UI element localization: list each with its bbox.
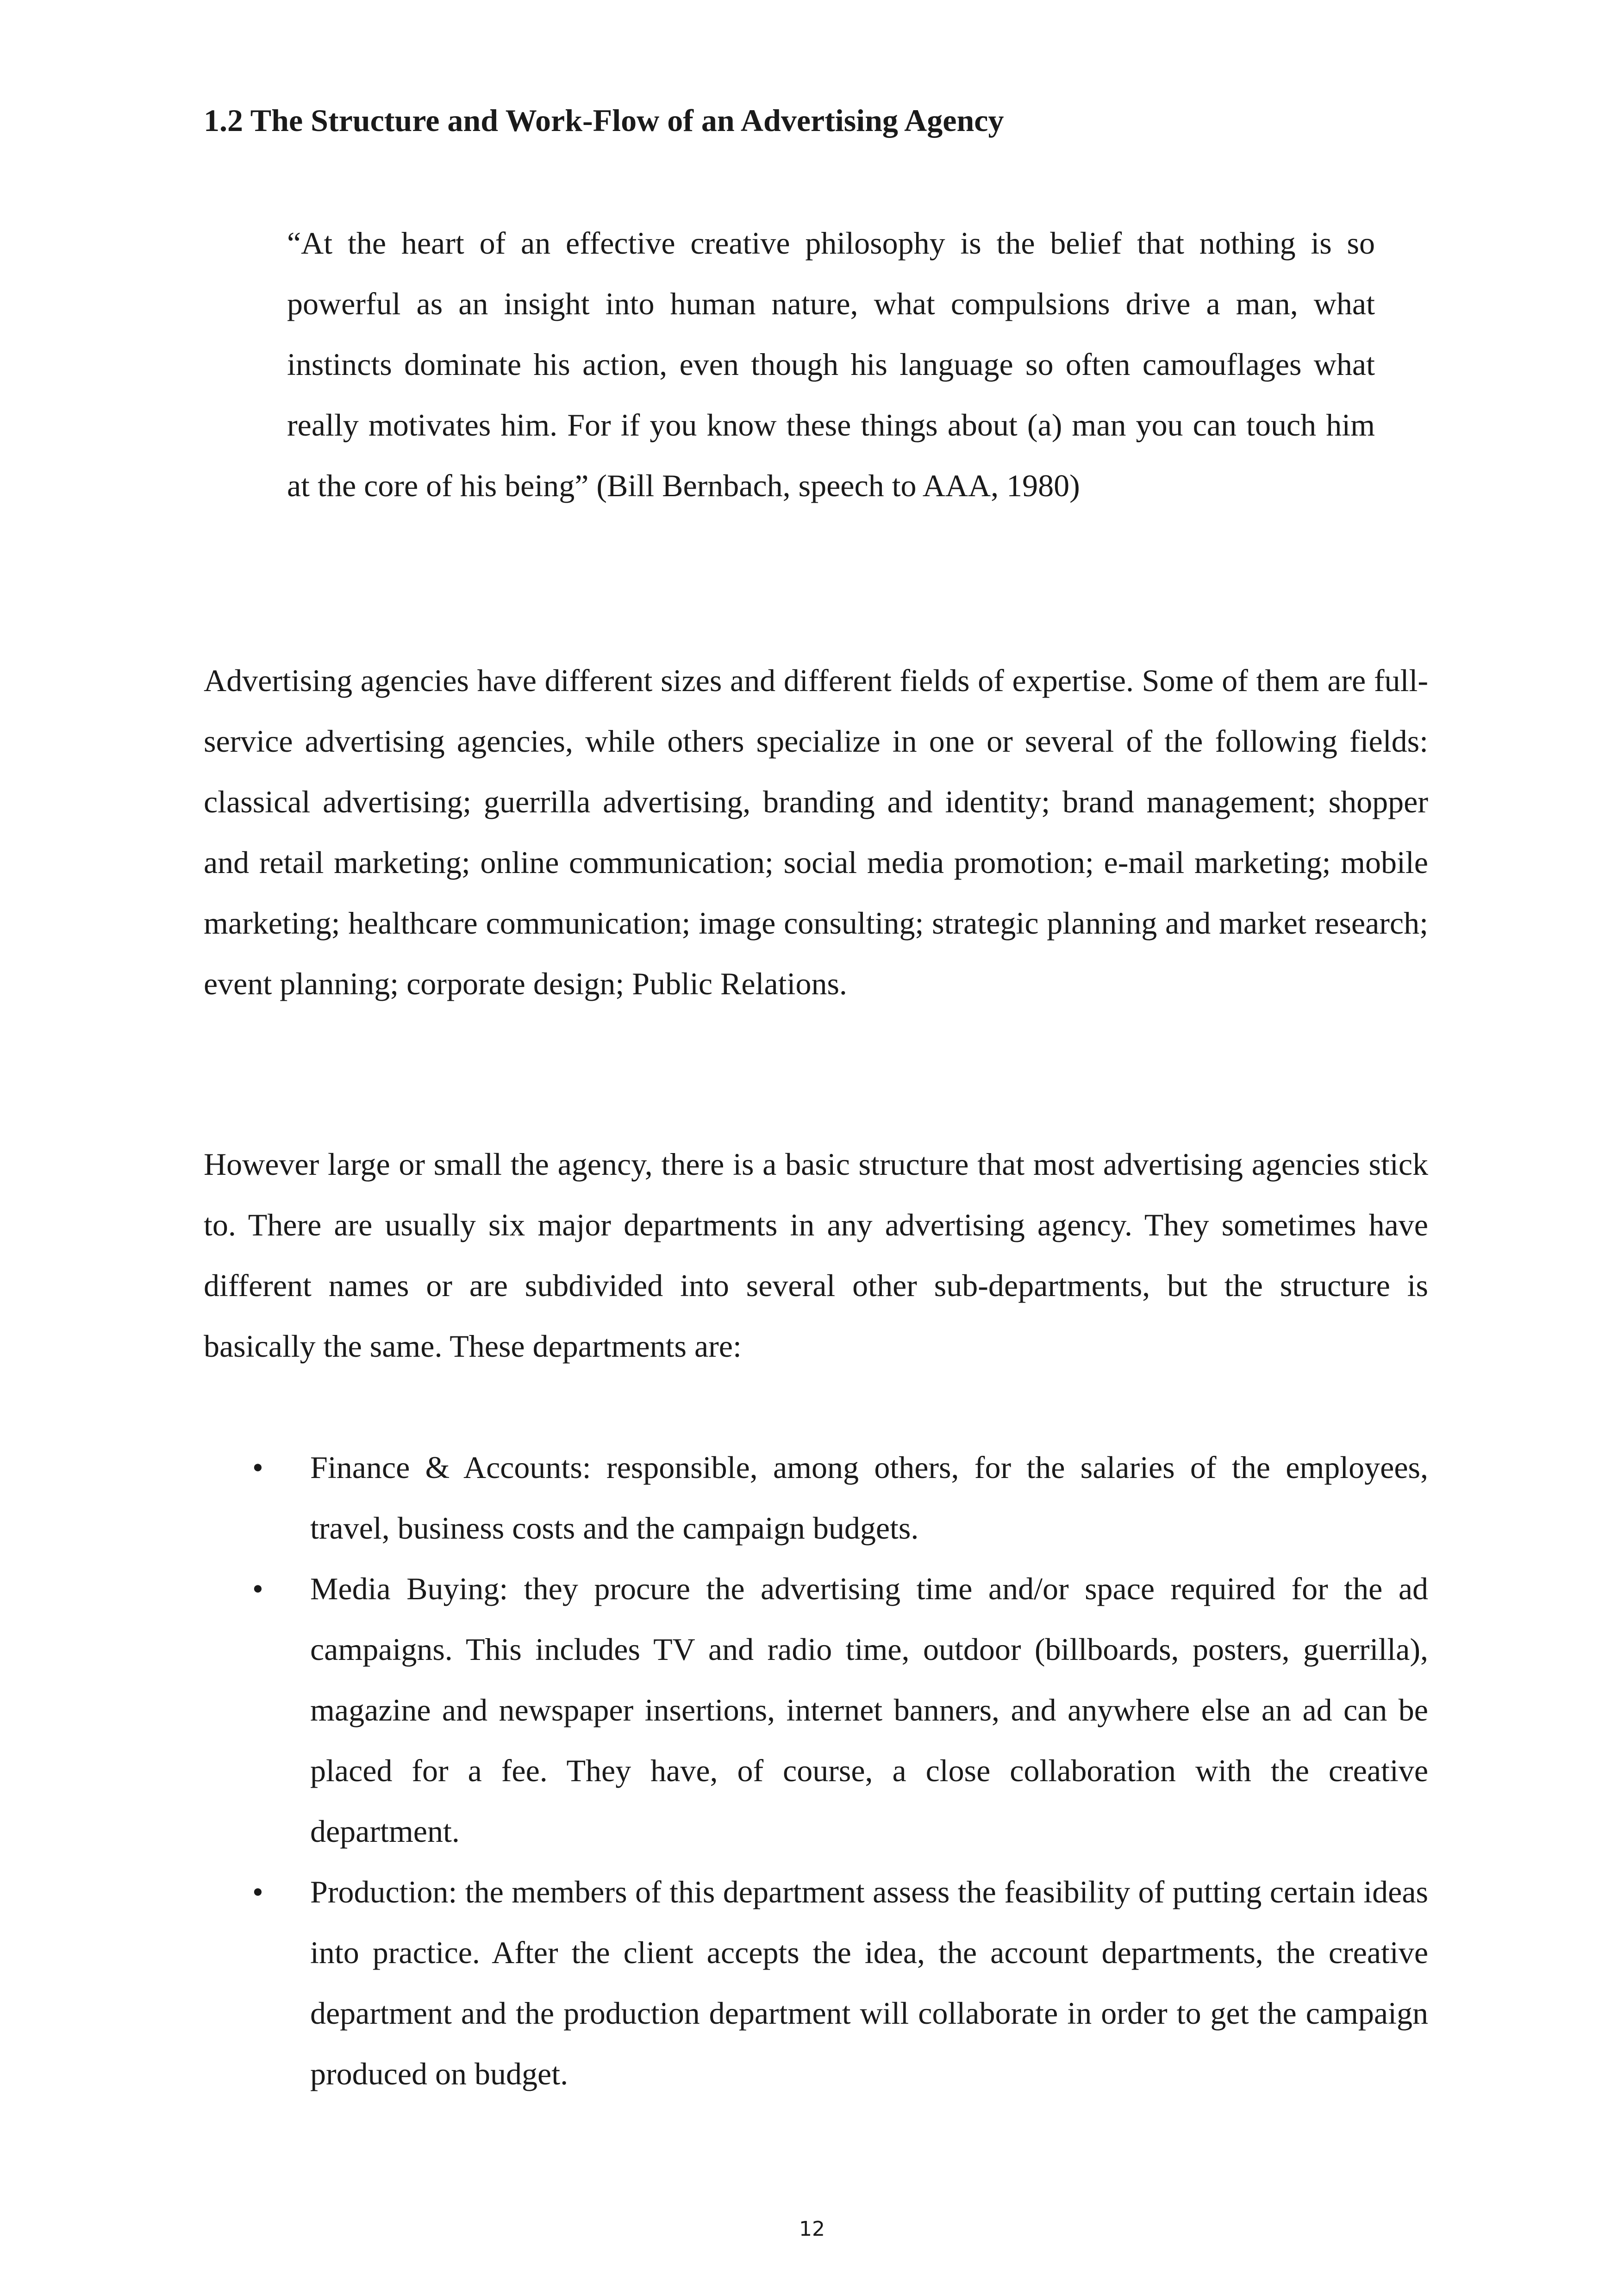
body-paragraph: Advertising agencies have different sizes and different fields of expertise. Some of them are full-service advertising agencies, while others specialize in one or several of the following fields: classical advertising; guerrilla advertising, branding and identity; brand management; shopper and retail marketing; online communication; social media promotion; e-mail marketing; mobile marketing; healthcare communication; image consulting; strategic planning and market research; event planning; corporate design; Public Relations. xyxy=(204,663,1428,1001)
bullet-marker: • xyxy=(252,1450,263,1485)
bullet-marker: • xyxy=(252,1571,263,1606)
list-item xyxy=(204,1559,1428,1862)
list-item-text: Production: the members of this department assess the feasibility of putting certain ideas into practice. After the client accepts the idea, the account departments, the creative department and the production department will collaborate in order to get the campaign produced on budget. xyxy=(310,1874,1428,2091)
list-item-text: Finance & Accounts: responsible, among others, for the salaries of the employees, travel, business costs and the campaign budgets. xyxy=(310,1450,1428,1546)
block-quote: “At the heart of an effective creative philosophy is the belief that nothing is so powerful as an insight into human nature, what compulsions drive a man, what instincts dominate his action, even though his language so often camouflages what really motivates him. For if you know these things about (a) man you can touch him at the core of his being” (Bill Bernbach, speech to AAA, 1980) xyxy=(287,225,1375,503)
page-number: 12 xyxy=(799,2217,825,2241)
body-paragraph: However large or small the agency, there is a basic structure that most advertising agencies stick to. There are usually six major departments in any advertising agency. They sometimes have different names or are subdivided into several other sub-departments, but the structure is basically the same. These departments are: xyxy=(204,1147,1428,1364)
bullet-marker: • xyxy=(252,1874,263,1909)
section-heading: 1.2 The Structure and Work-Flow of an Advertising Agency xyxy=(204,103,1004,138)
list-item xyxy=(204,1862,1428,2104)
department-list xyxy=(204,1437,1428,2104)
list-item xyxy=(204,1437,1428,1559)
list-item-text: Media Buying: they procure the advertising time and/or space required for the ad campaigns. This includes TV and radio time, outdoor (billboards, posters, guerrilla), magazine and newspaper insertions, internet banners, and anywhere else an ad can be placed for a fee. They have, of course, a close collaboration with the creative department. xyxy=(310,1571,1428,1849)
